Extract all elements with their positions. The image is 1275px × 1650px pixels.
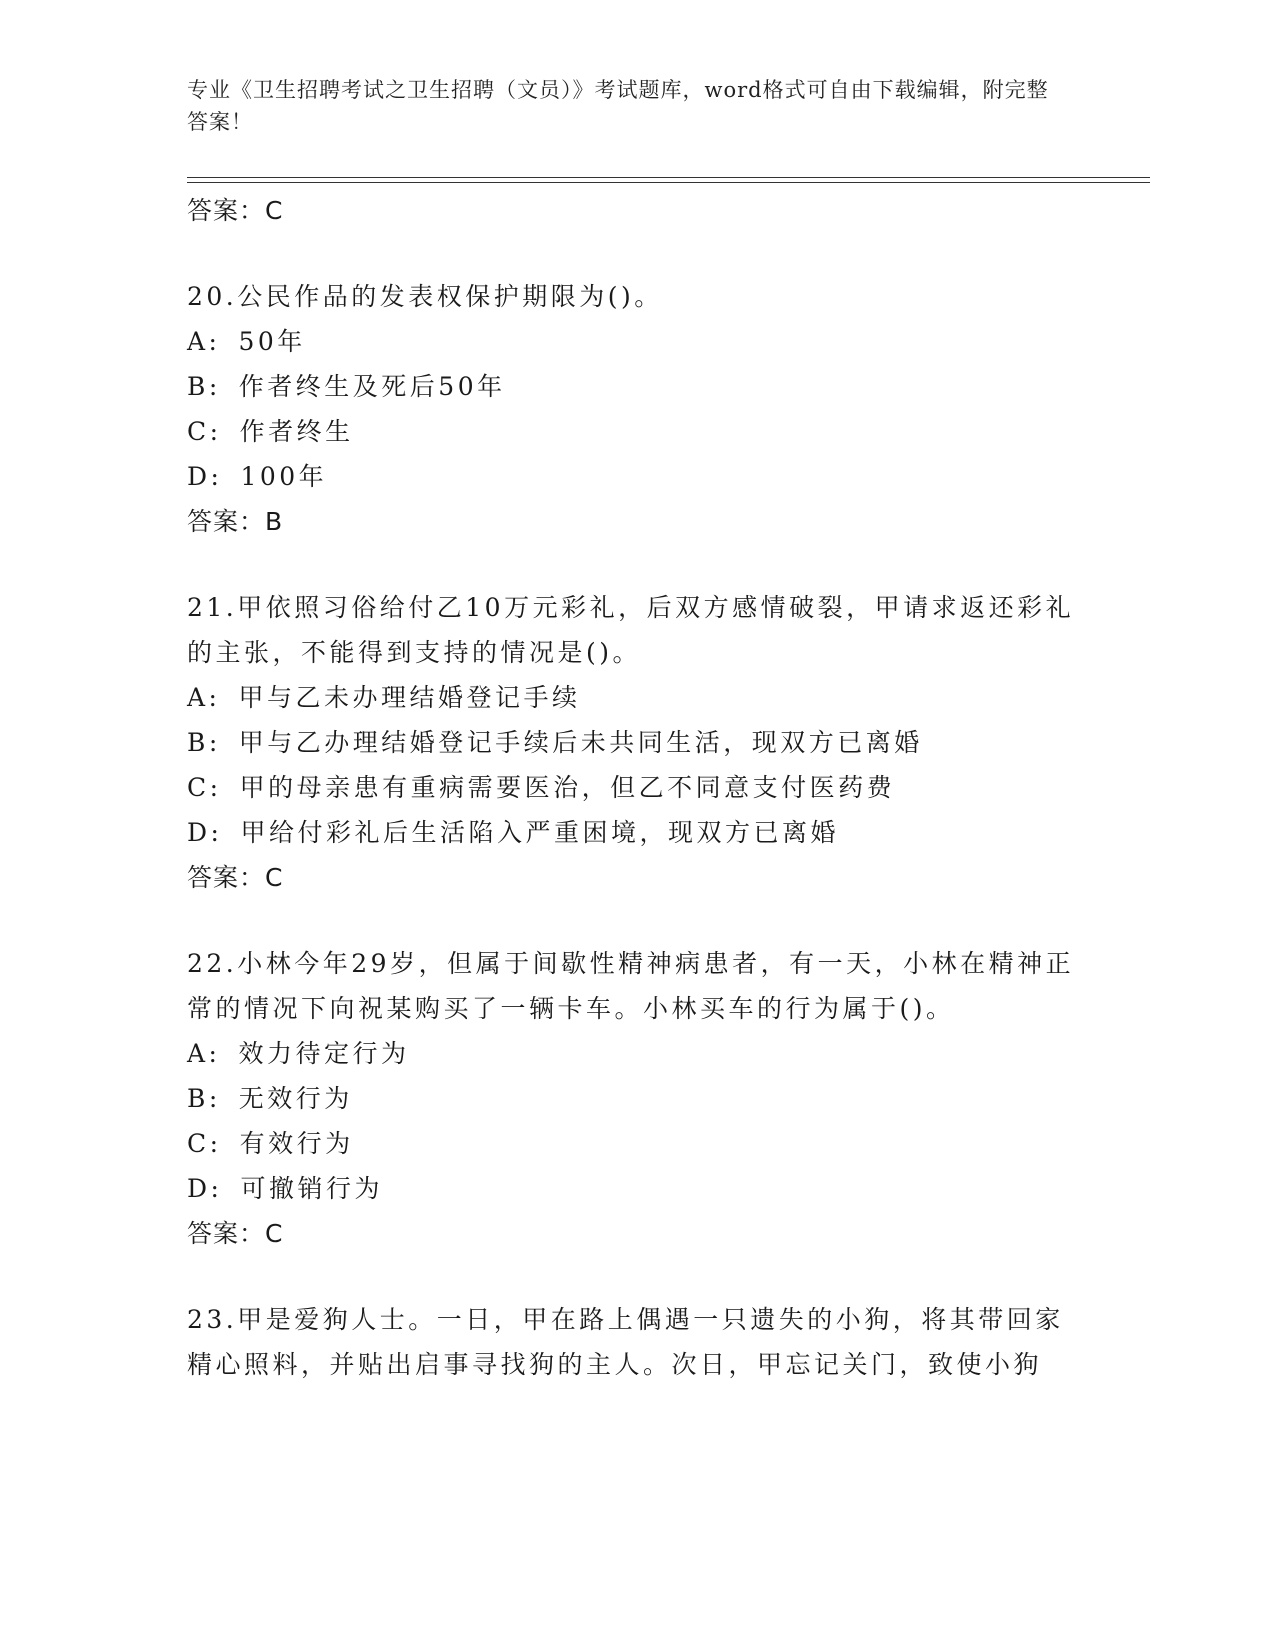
option-text: 50年 <box>238 327 306 356</box>
option-c <box>187 409 1087 454</box>
option-d <box>187 454 1087 499</box>
answer: 答案：C <box>187 1219 284 1248</box>
option-letter: A: <box>187 1039 221 1068</box>
option-c <box>187 1121 1087 1166</box>
option-letter: B: <box>187 372 221 401</box>
question-22 <box>187 941 1087 1257</box>
option-a <box>187 675 1087 720</box>
header-rule-top <box>187 177 1150 178</box>
option-a <box>187 319 1087 364</box>
option-letter: C: <box>187 773 222 802</box>
option-letter: C: <box>187 417 222 446</box>
option-text: 甲与乙办理结婚登记手续后未共同生活，现双方已离婚 <box>238 728 923 757</box>
option-text: 有效行为 <box>239 1129 354 1158</box>
option-letter: C: <box>187 1129 222 1158</box>
option-text: 甲给付彩礼后生活陷入严重困境，现双方已离婚 <box>240 818 839 847</box>
option-letter: B: <box>187 728 221 757</box>
option-letter: D: <box>187 462 223 491</box>
question-21 <box>187 585 1087 901</box>
option-text: 甲与乙未办理结婚登记手续 <box>238 683 581 712</box>
option-d <box>187 810 1087 855</box>
header-rule-bottom <box>187 182 1150 183</box>
option-b <box>187 1076 1087 1121</box>
option-letter: B: <box>187 1084 221 1113</box>
answer: 答案：C <box>187 863 284 892</box>
option-letter: D: <box>187 818 223 847</box>
option-b <box>187 364 1087 409</box>
question-23 <box>187 1297 1087 1387</box>
option-d <box>187 1166 1087 1211</box>
option-text: 无效行为 <box>238 1084 353 1113</box>
question-20 <box>187 274 1087 545</box>
question-stem: 20.公民作品的发表权保护期限为()。 <box>187 282 663 311</box>
option-a <box>187 1031 1087 1076</box>
option-text: 作者终生 <box>239 417 354 446</box>
previous-answer: 答案：C <box>187 196 284 225</box>
option-text: 100年 <box>240 462 328 491</box>
option-text: 效力待定行为 <box>238 1039 410 1068</box>
option-letter: D: <box>187 1174 223 1203</box>
question-list <box>187 188 1087 1387</box>
document-header: 专业《卫生招聘考试之卫生招聘（文员）》考试题库，word格式可自由下载编辑，附完整答案！ <box>187 78 1049 134</box>
option-letter: A: <box>187 327 221 356</box>
option-b <box>187 720 1087 765</box>
question-stem: 23.甲是爱狗人士。一日，甲在路上偶遇一只遗失的小狗，将其带回家精心照料，并贴出启事寻找狗的主人。次日，甲忘记关门，致使小狗 <box>187 1305 1064 1379</box>
option-text: 作者终生及死后50年 <box>238 372 506 401</box>
option-text: 可撤销行为 <box>240 1174 383 1203</box>
question-stem: 21.甲依照习俗给付乙10万元彩礼，后双方感情破裂，甲请求返还彩礼的主张，不能得到支持的情况是()。 <box>187 593 1075 667</box>
option-c <box>187 765 1087 810</box>
option-letter: A: <box>187 683 221 712</box>
option-text: 甲的母亲患有重病需要医治，但乙不同意支付医药费 <box>239 773 896 802</box>
question-stem: 22.小林今年29岁，但属于间歇性精神病患者，有一天，小林在精神正常的情况下向祝某购买了一辆卡车。小林买车的行为属于()。 <box>187 949 1075 1023</box>
answer: 答案：B <box>187 507 284 536</box>
